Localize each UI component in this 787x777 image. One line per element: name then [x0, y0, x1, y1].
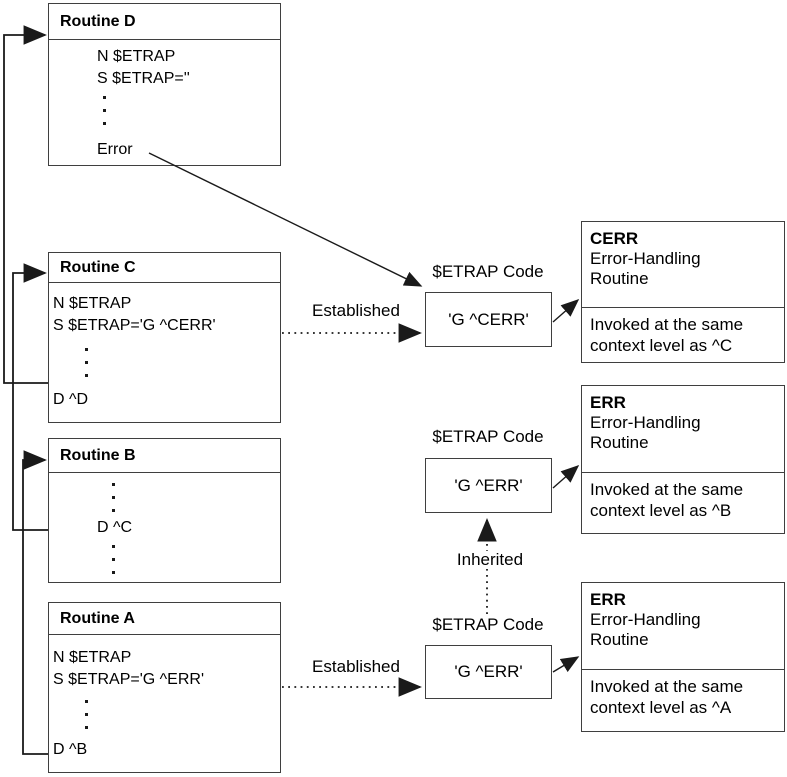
etrap-code-label-bottom: $ETRAP Code: [432, 615, 544, 634]
handler-note: Invoked at the same: [590, 480, 744, 499]
handler-desc: Routine: [590, 433, 649, 452]
handler-desc: Routine: [590, 630, 649, 649]
code-ellipsis: [85, 348, 88, 377]
handler-box-err-b: [581, 385, 785, 534]
routine-d-error-line: Error: [97, 141, 133, 158]
handler-desc: Error-Handling: [590, 413, 701, 432]
handler-box-err-a: [581, 582, 785, 732]
call-arrow-c-to-d: [4, 35, 48, 383]
routine-a-title: Routine A: [60, 609, 135, 627]
established-label-top: Established: [312, 301, 400, 320]
etrap-code-value: 'G ^ERR': [454, 475, 523, 495]
etrap-to-err-a-arrow: [553, 657, 578, 672]
etrap-code-box-err-established: [425, 645, 552, 699]
handler-desc: Error-Handling: [590, 610, 701, 629]
handler-err-a-note: [582, 670, 784, 718]
handler-name: ERR: [590, 590, 626, 609]
routine-b-title: Routine B: [60, 446, 136, 464]
handler-desc: Error-Handling: [590, 249, 701, 268]
handler-cerr-note: [582, 308, 784, 356]
routine-d-box: [48, 3, 281, 166]
etrap-code-label-middle: $ETRAP Code: [432, 427, 544, 446]
routine-a-header: [49, 603, 280, 635]
handler-name: CERR: [590, 229, 639, 248]
handler-note: context level as ^B: [590, 501, 732, 520]
routine-b-call-line: D ^C: [97, 519, 133, 536]
handler-err-a-header: [582, 583, 784, 670]
routine-a-code-line-1: N $ETRAP: [53, 649, 132, 666]
routine-b-box: [48, 438, 281, 583]
routine-c-code-line-1: N $ETRAP: [53, 295, 132, 312]
etrap-code-value: 'G ^CERR': [448, 309, 529, 329]
etrap-code-label-top: $ETRAP Code: [432, 262, 544, 281]
etrap-to-cerr-arrow: [553, 300, 578, 322]
etrap-code-box-err-inherited: [425, 458, 552, 513]
routine-a-box: [48, 602, 281, 773]
code-ellipsis: [112, 483, 115, 512]
routine-a-call-line: D ^B: [53, 741, 88, 758]
etrap-code-value: 'G ^ERR': [454, 662, 523, 681]
code-ellipsis: [103, 96, 106, 125]
handler-note: Invoked at the same: [590, 315, 744, 334]
established-label-bottom: Established: [312, 657, 400, 676]
handler-cerr-header: [582, 222, 784, 308]
routine-d-code-line-1: N $ETRAP: [97, 48, 176, 65]
routine-d-header: [49, 4, 280, 40]
routine-c-header: [49, 253, 280, 283]
handler-name: ERR: [590, 393, 626, 412]
call-arrow-b-to-c: [13, 273, 48, 530]
handler-err-b-header: [582, 386, 784, 473]
routine-c-code-line-2: S $ETRAP='G ^CERR': [53, 317, 216, 334]
routine-d-title: Routine D: [60, 12, 136, 30]
code-ellipsis: [85, 700, 88, 729]
routine-a-code-line-2: S $ETRAP='G ^ERR': [53, 671, 204, 688]
code-ellipsis: [112, 545, 115, 574]
handler-note: context level as ^A: [590, 698, 732, 717]
etrap-code-box-cerr: [425, 292, 552, 347]
handler-err-b-note: [582, 473, 784, 521]
handler-note: Invoked at the same: [590, 677, 744, 696]
handler-note: context level as ^C: [590, 336, 733, 355]
routine-b-header: [49, 439, 280, 473]
handler-box-cerr: [581, 221, 785, 363]
routine-d-code-line-2: S $ETRAP='': [97, 70, 190, 87]
etrap-to-err-b-arrow: [553, 466, 578, 488]
routine-c-title: Routine C: [60, 258, 136, 276]
handler-desc: Routine: [590, 269, 649, 288]
routine-c-box: [48, 252, 281, 423]
inherited-label: Inherited: [445, 551, 535, 569]
call-arrow-a-to-b: [23, 460, 48, 754]
routine-c-call-line: D ^D: [53, 391, 89, 408]
